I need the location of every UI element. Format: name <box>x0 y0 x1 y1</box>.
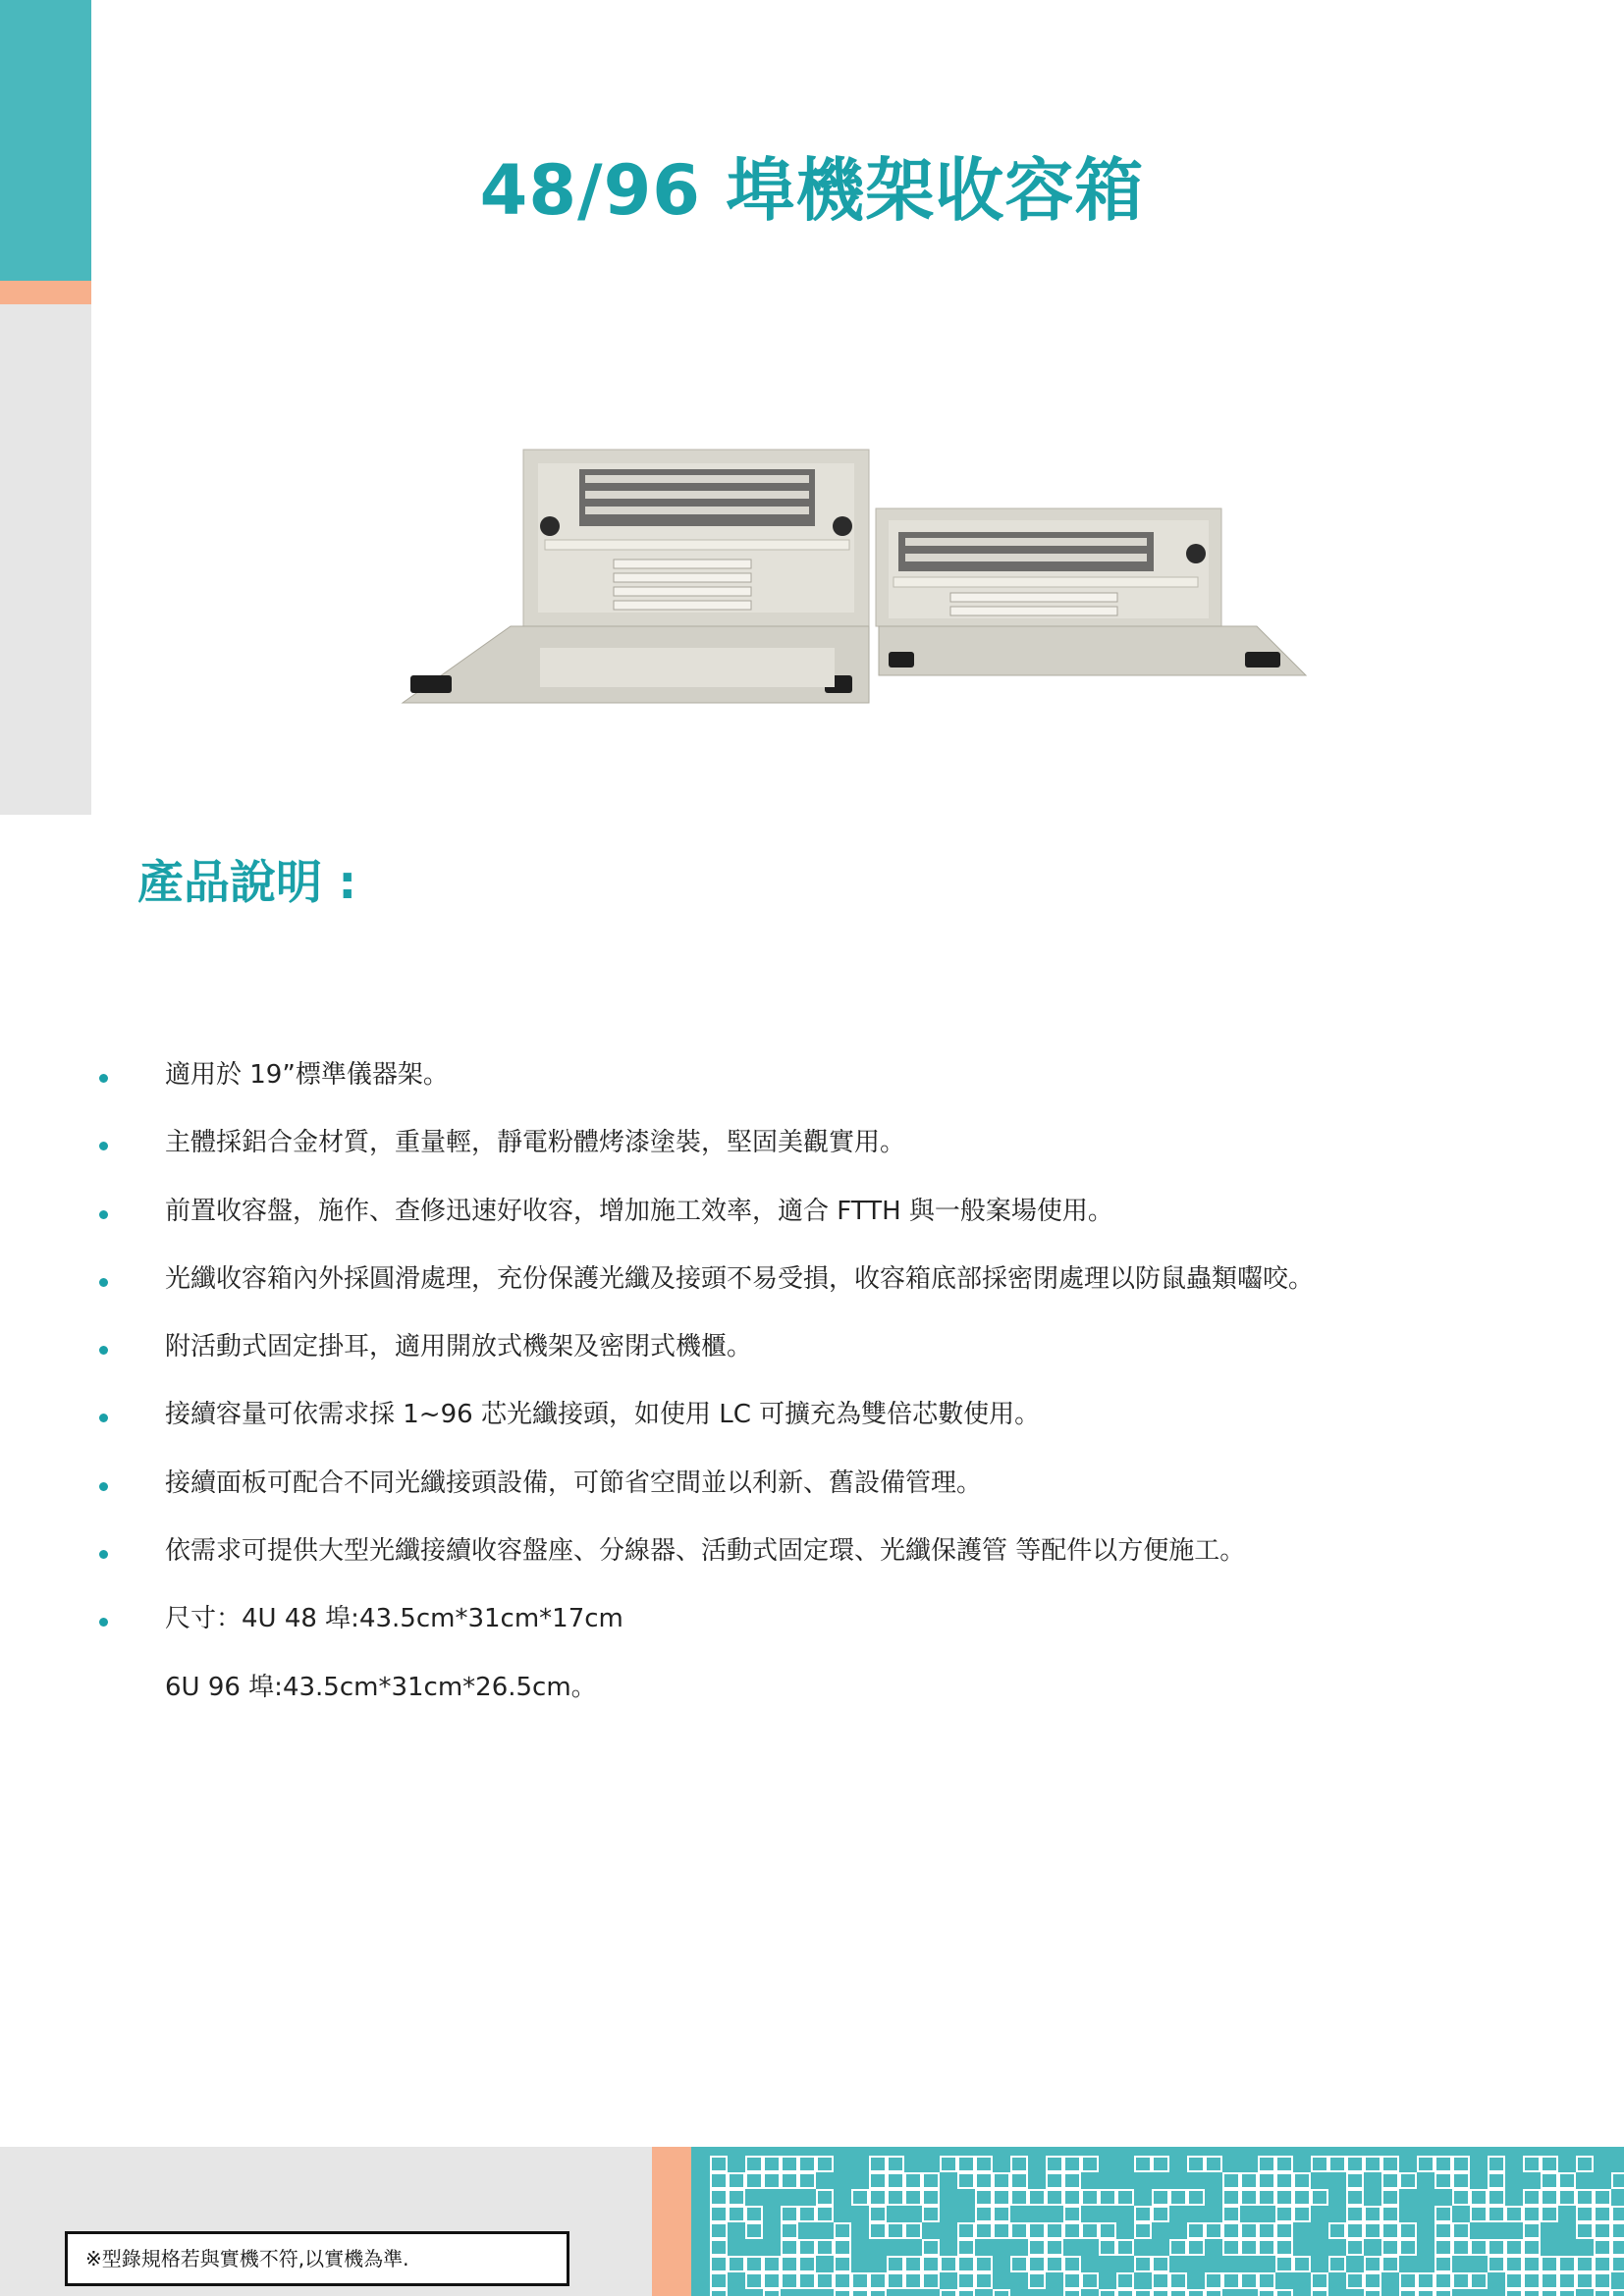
bullet-icon <box>99 1210 108 1219</box>
footer-orange-band <box>652 2147 691 2296</box>
side-gray-block <box>0 304 91 815</box>
bullet-icon <box>99 1482 108 1491</box>
bullet-icon <box>99 1414 108 1422</box>
list-item: 光纖收容箱內外採圓滑處理，充份保護光纖及接頭不易受損，收容箱底部採密閉處理以防鼠蟲類囓咬。 <box>93 1262 1566 1330</box>
bullet-icon <box>99 1550 108 1559</box>
bullet-icon <box>99 1142 108 1150</box>
footer-grid-pattern <box>691 2147 1624 2296</box>
side-orange-stripe <box>0 281 91 304</box>
list-item: 前置收容盤，施作、查修迅速好收容，增加施工效率，適合 FTTH 與一般案場使用。 <box>93 1195 1566 1262</box>
list-item: 適用於 19”標準儀器架。 <box>93 1058 1566 1126</box>
bullet-icon <box>99 1074 108 1083</box>
list-item-continuation: 6U 96 埠:43.5cm*31cm*26.5cm。 <box>165 1672 597 1702</box>
section-heading: 產品說明 : <box>137 856 357 910</box>
disclaimer-box: ※型錄規格若與實機不符,以實機為準. <box>65 2231 569 2286</box>
product-photo <box>393 430 1316 715</box>
feature-list <box>93 1058 1566 1738</box>
page-title: 48/96 埠機架收容箱 <box>479 150 1145 231</box>
list-item: 接續面板可配合不同光纖接頭設備，可節省空間並以利新、舊設備管理。 <box>93 1467 1566 1534</box>
list-item: 附活動式固定掛耳，適用開放式機架及密閉式機櫃。 <box>93 1330 1566 1398</box>
list-item: 依需求可提供大型光纖接續收容盤座、分線器、活動式固定環、光纖保護管 等配件以方便施工。 <box>93 1534 1566 1602</box>
bullet-icon <box>99 1346 108 1355</box>
bullet-icon <box>99 1278 108 1287</box>
list-item: 接續容量可依需求採 1~96 芯光纖接頭，如使用 LC 可擴充為雙倍芯數使用。 <box>93 1398 1566 1466</box>
list-item: 主體採鋁合金材質，重量輕，靜電粉體烤漆塗裝，堅固美觀實用。 <box>93 1126 1566 1194</box>
list-item: 尺寸：4U 48 埠:43.5cm*31cm*17cm <box>93 1602 1566 1670</box>
bullet-icon <box>99 1618 108 1627</box>
